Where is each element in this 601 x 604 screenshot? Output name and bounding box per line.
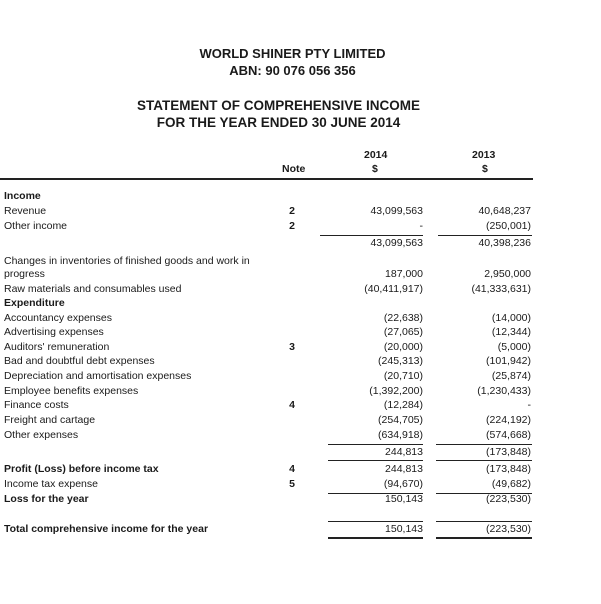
row-value-2013: (250,001) [486,220,531,232]
row-note: 5 [289,478,295,490]
row-value-2013: (101,942) [486,355,531,367]
row-value-2014: 150,143 [385,523,423,535]
row-label: Finance costs [4,399,69,411]
company-abn: ABN: 90 076 056 356 [229,63,356,78]
table-row-total [0,522,601,536]
row-value-2013: (49,682) [491,478,531,490]
column-header-2013-currency: $ [482,163,488,175]
header-rule [0,178,533,180]
row-label: Loss for the year [4,493,89,505]
table-row [0,311,601,325]
row-value-2013: (5,000) [497,341,531,353]
table-row [0,254,601,268]
table-row [0,204,601,218]
row-value-2014: (20,000) [383,341,423,353]
row-value-2013: (173,848) [486,446,531,458]
table-row [0,267,601,281]
subtotal-rule-2014 [328,460,423,461]
row-note: 3 [289,341,295,353]
row-value-2013: (1,230,433) [477,385,531,397]
table-row-subtotal [0,236,601,250]
row-value-2014: 43,099,563 [370,237,423,249]
row-value-2013: (574,668) [486,429,531,441]
row-value-2014: (22,638) [383,312,423,324]
row-value-2014: (20,710) [383,370,423,382]
table-row [0,413,601,427]
statement-period: FOR THE YEAR ENDED 30 JUNE 2014 [156,115,401,130]
row-value-2014: 187,000 [385,268,423,280]
company-name: WORLD SHINER PTY LIMITED [199,46,386,61]
row-value-2013: (173,848) [486,463,531,475]
table-row [0,282,601,296]
row-label: Income tax expense [4,478,98,490]
row-value-2014: 244,813 [385,463,423,475]
column-header-2014: 2014 [364,149,388,161]
table-row [0,492,601,506]
row-note: 4 [289,399,295,411]
row-value-2013: (223,530) [486,523,531,535]
row-value-2014: (245,313) [378,355,423,367]
row-label: Advertising expenses [4,326,104,338]
row-label: Income [4,190,41,202]
row-value-2013: (12,344) [491,326,531,338]
row-value-2014: 244,813 [385,446,423,458]
table-row-subtotal [0,445,601,459]
row-value-2014: 43,099,563 [370,205,423,217]
row-value-2014: 150,143 [385,493,423,505]
table-row [0,189,601,203]
row-value-2014: (254,705) [378,414,423,426]
row-value-2014: (634,918) [378,429,423,441]
row-label: Auditors' remuneration [4,341,110,353]
table-row [0,340,601,354]
row-label: Other expenses [4,429,79,441]
subtotal-rule-2013 [436,460,532,461]
row-label: Profit (Loss) before income tax [4,463,159,475]
row-value-2013: 40,648,237 [478,205,531,217]
row-label: Depreciation and amortisation expenses [4,370,192,382]
row-value-2013: (14,000) [491,312,531,324]
row-value-2014: (27,065) [383,326,423,338]
row-value-2014: (40,411,917) [364,283,423,295]
column-header-2014-currency: $ [372,163,378,175]
row-label: Employee benefits expenses [4,385,139,397]
row-note: 4 [289,463,295,475]
row-value-2013: (224,192) [486,414,531,426]
row-label: Other income [4,220,68,232]
row-value-2013: 40,398,236 [478,237,531,249]
row-value-2013: - [527,399,531,411]
total-double-rule-2013 [436,537,532,539]
total-double-rule-2014 [328,537,423,539]
row-value-2013: 2,950,000 [484,268,531,280]
row-note: 2 [289,220,295,232]
table-row [0,354,601,368]
row-label: Accountancy expenses [4,312,112,324]
table-row [0,296,601,310]
table-row [0,428,601,442]
statement-title: STATEMENT OF COMPREHENSIVE INCOME [136,98,420,113]
table-row [0,384,601,398]
table-row [0,398,601,412]
table-row [0,462,601,476]
row-label: Raw materials and consumables used [4,283,182,295]
row-value-2014: (12,284) [383,399,423,411]
row-value-2014: (1,392,200) [369,385,423,397]
row-value-2013: (223,530) [486,493,531,505]
column-header-2013: 2013 [472,149,496,161]
row-label: Expenditure [4,297,65,309]
row-note: 2 [289,205,295,217]
row-value-2014: - [419,220,423,232]
row-label: progress [4,268,45,280]
table-row [0,369,601,383]
column-header-note: Note [282,163,306,175]
table-row [0,325,601,339]
table-row [0,477,601,491]
row-label: Revenue [4,205,47,217]
row-label: Freight and cartage [4,414,96,426]
row-value-2014: (94,670) [383,478,423,490]
row-label: Total comprehensive income for the year [4,523,209,535]
table-row [0,219,601,233]
row-label: Bad and doubtful debt expenses [4,355,155,367]
row-value-2013: (41,333,631) [471,283,531,295]
row-label: Changes in inventories of finished goods and work in [4,255,250,267]
row-value-2013: (25,874) [491,370,531,382]
